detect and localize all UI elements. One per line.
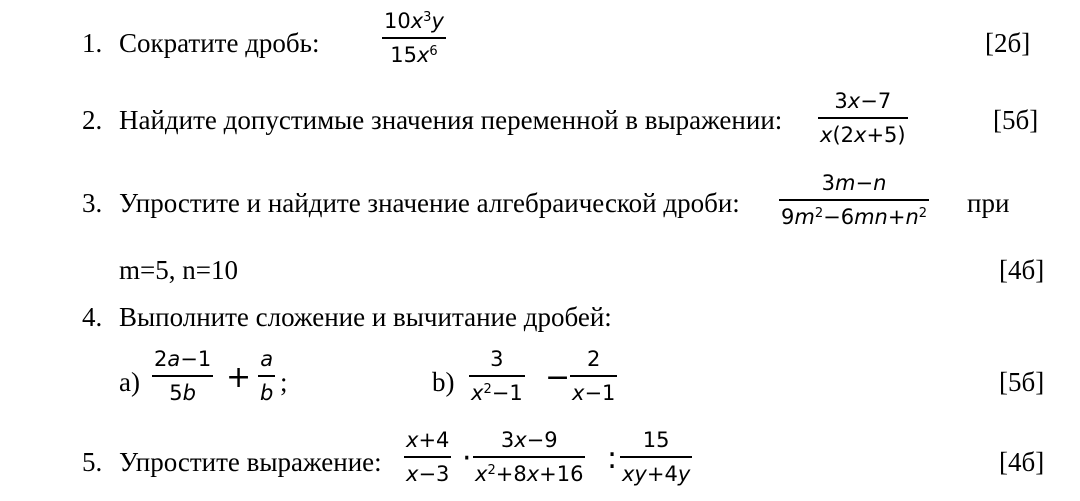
task-4b-fraction-1: 3 $x^2-1$ [471, 347, 523, 405]
task-3-text: Упростите и найдите значение алгебраической дроби: [119, 188, 740, 218]
task-1-text: Сократите дробь: [119, 28, 320, 58]
task-1-fraction: $10x^3y$ $15x^6$ [384, 9, 444, 67]
task-2-fraction: 3x−7 x(2x+5) [820, 89, 906, 147]
task-3-number: 3. [82, 188, 103, 218]
task-3-score: [4б] [999, 255, 1045, 285]
task-5-number: 5. [82, 447, 103, 477]
task-5-text: Упростите выражение: [119, 447, 382, 477]
task-2-text: Найдите допустимые значения переменной в выражении: [119, 105, 783, 135]
task-3-suffix: при [967, 188, 1010, 218]
task-4-number: 4. [82, 302, 103, 332]
task-4a-fraction-1: 2a−1 5b [154, 347, 212, 405]
task-1-number: 1. [82, 28, 103, 58]
divide-colon: : [607, 441, 618, 476]
task-4a-semicolon: ; [280, 367, 288, 397]
task-4-text: Выполните сложение и вычитание дробей: [119, 302, 612, 332]
task-2-number: 2. [82, 105, 103, 135]
multiply-dot: · [462, 441, 472, 476]
task-3-fraction: 3m−n $9m^2-6mn+n^2$ [781, 171, 928, 229]
task-4-score: [5б] [999, 367, 1045, 397]
plus-sign: + [226, 360, 252, 395]
task-5-score: [4б] [999, 447, 1045, 477]
minus-sign: − [545, 360, 571, 395]
task-5-fraction-2: 3x−9 $x^2+8x+16$ [475, 428, 584, 486]
task-4b-label: b) [432, 367, 455, 397]
task-4a-fraction-2: a b [260, 347, 274, 405]
task-4a-label: a) [119, 367, 140, 397]
task-5-fraction-1: x+4 x−3 [406, 428, 450, 486]
task-3-condition: m=5, n=10 [119, 255, 238, 285]
task-1-score: [2б] [985, 28, 1031, 58]
task-4b-fraction-2: 2 x−1 [572, 347, 616, 405]
task-2-score: [5б] [993, 105, 1039, 135]
task-5-fraction-3: 15 xy+4y [622, 428, 691, 486]
